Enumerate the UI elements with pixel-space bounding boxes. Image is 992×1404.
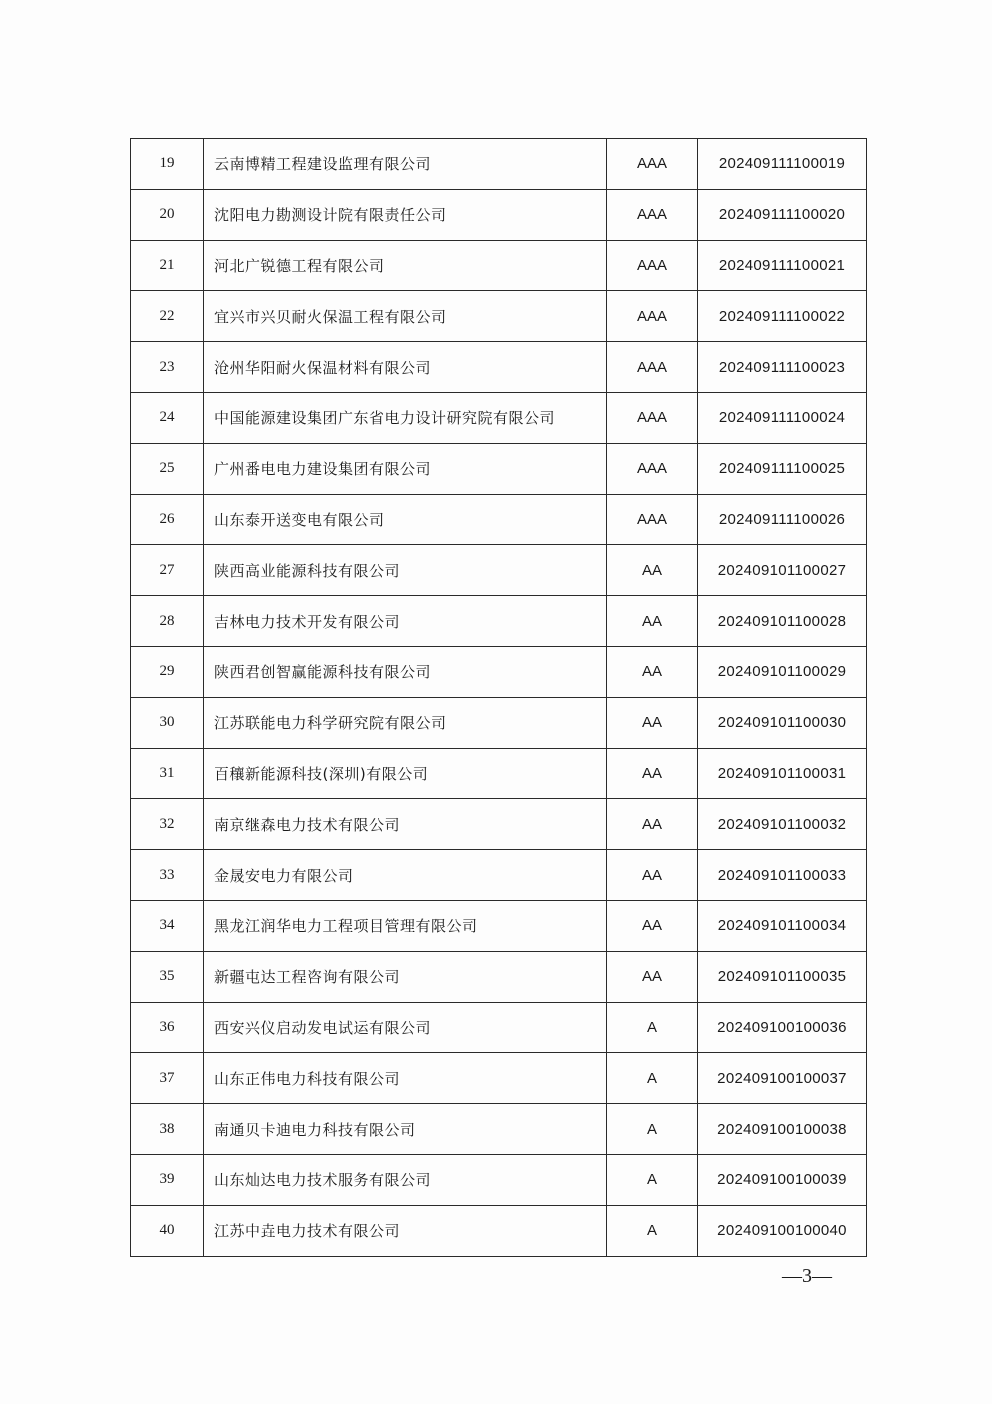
credit-grade: AA	[607, 748, 698, 799]
row-number: 40	[131, 1205, 204, 1256]
certificate-code: 202409101100035	[698, 951, 867, 1002]
company-name: 广州番电电力建设集团有限公司	[204, 443, 607, 494]
company-name: 中国能源建设集团广东省电力设计研究院有限公司	[204, 392, 607, 443]
row-number: 29	[131, 646, 204, 697]
certificate-code: 202409101100028	[698, 596, 867, 647]
certificate-code: 202409101100032	[698, 799, 867, 850]
row-number: 34	[131, 900, 204, 951]
credit-grade: AAA	[607, 443, 698, 494]
table-row	[131, 646, 867, 697]
table-row	[131, 443, 867, 494]
credit-grade: A	[607, 1104, 698, 1155]
certificate-code: 202409100100040	[698, 1205, 867, 1256]
row-number: 37	[131, 1053, 204, 1104]
table-row	[131, 291, 867, 342]
company-name: 南京继森电力技术有限公司	[204, 799, 607, 850]
company-name: 江苏联能电力科学研究院有限公司	[204, 697, 607, 748]
company-name: 山东灿达电力技术服务有限公司	[204, 1154, 607, 1205]
company-name: 陕西君创智赢能源科技有限公司	[204, 646, 607, 697]
company-name: 黑龙江润华电力工程项目管理有限公司	[204, 900, 607, 951]
certificate-code: 202409100100037	[698, 1053, 867, 1104]
company-name: 南通贝卡迪电力科技有限公司	[204, 1104, 607, 1155]
credit-grade: AAA	[607, 139, 698, 190]
credit-grade: AAA	[607, 240, 698, 291]
row-number: 23	[131, 342, 204, 393]
company-name: 山东泰开送变电有限公司	[204, 494, 607, 545]
company-name: 金晟安电力有限公司	[204, 850, 607, 901]
certificate-code: 202409111100025	[698, 443, 867, 494]
certificate-code: 202409111100022	[698, 291, 867, 342]
table-row	[131, 189, 867, 240]
credit-grade: AA	[607, 545, 698, 596]
company-name: 陕西高业能源科技有限公司	[204, 545, 607, 596]
table-row	[131, 850, 867, 901]
company-name: 河北广锐德工程有限公司	[204, 240, 607, 291]
certificate-code: 202409101100034	[698, 900, 867, 951]
table-row	[131, 596, 867, 647]
company-name: 江苏中垚电力技术有限公司	[204, 1205, 607, 1256]
table-row	[131, 1205, 867, 1256]
table-row	[131, 951, 867, 1002]
credit-rating-table	[130, 138, 867, 1257]
certificate-code: 202409111100026	[698, 494, 867, 545]
certificate-code: 202409101100033	[698, 850, 867, 901]
certificate-code: 202409101100027	[698, 545, 867, 596]
row-number: 39	[131, 1154, 204, 1205]
table-row	[131, 697, 867, 748]
credit-grade: AAA	[607, 392, 698, 443]
table-row	[131, 900, 867, 951]
credit-grade: AAA	[607, 291, 698, 342]
credit-grade: A	[607, 1053, 698, 1104]
table-row	[131, 1154, 867, 1205]
row-number: 38	[131, 1104, 204, 1155]
credit-grade: AA	[607, 951, 698, 1002]
table-row	[131, 545, 867, 596]
certificate-code: 202409101100030	[698, 697, 867, 748]
company-name: 云南博精工程建设监理有限公司	[204, 139, 607, 190]
row-number: 32	[131, 799, 204, 850]
table-row	[131, 494, 867, 545]
company-name: 百穰新能源科技(深圳)有限公司	[204, 748, 607, 799]
company-name: 山东正伟电力科技有限公司	[204, 1053, 607, 1104]
row-number: 26	[131, 494, 204, 545]
credit-grade: AAA	[607, 342, 698, 393]
certificate-code: 202409111100019	[698, 139, 867, 190]
credit-grade: AA	[607, 850, 698, 901]
table-row	[131, 1104, 867, 1155]
table-row	[131, 799, 867, 850]
table-row	[131, 342, 867, 393]
certificate-code: 202409111100021	[698, 240, 867, 291]
table-row	[131, 392, 867, 443]
credit-grade: AA	[607, 900, 698, 951]
row-number: 19	[131, 139, 204, 190]
page-number: —3—	[782, 1265, 832, 1287]
row-number: 25	[131, 443, 204, 494]
company-name: 宜兴市兴贝耐火保温工程有限公司	[204, 291, 607, 342]
table-body	[131, 139, 867, 1257]
row-number: 21	[131, 240, 204, 291]
credit-grade: AA	[607, 799, 698, 850]
credit-grade: AAA	[607, 494, 698, 545]
company-name: 西安兴仪启动发电试运有限公司	[204, 1002, 607, 1053]
row-number: 28	[131, 596, 204, 647]
company-name: 新疆屯达工程咨询有限公司	[204, 951, 607, 1002]
credit-grade: AAA	[607, 189, 698, 240]
certificate-code: 202409100100039	[698, 1154, 867, 1205]
table-row	[131, 1002, 867, 1053]
certificate-code: 202409101100031	[698, 748, 867, 799]
row-number: 33	[131, 850, 204, 901]
table-row	[131, 748, 867, 799]
table-row	[131, 240, 867, 291]
row-number: 31	[131, 748, 204, 799]
credit-grade: A	[607, 1205, 698, 1256]
certificate-code: 202409101100029	[698, 646, 867, 697]
row-number: 24	[131, 392, 204, 443]
row-number: 30	[131, 697, 204, 748]
certificate-code: 202409111100020	[698, 189, 867, 240]
company-name: 吉林电力技术开发有限公司	[204, 596, 607, 647]
table-row	[131, 1053, 867, 1104]
credit-grade: AA	[607, 646, 698, 697]
certificate-code: 202409111100023	[698, 342, 867, 393]
table-row	[131, 139, 867, 190]
row-number: 20	[131, 189, 204, 240]
company-name: 沈阳电力勘测设计院有限责任公司	[204, 189, 607, 240]
row-number: 22	[131, 291, 204, 342]
certificate-code: 202409100100036	[698, 1002, 867, 1053]
company-name: 沧州华阳耐火保温材料有限公司	[204, 342, 607, 393]
credit-grade: A	[607, 1154, 698, 1205]
row-number: 36	[131, 1002, 204, 1053]
row-number: 27	[131, 545, 204, 596]
credit-grade: AA	[607, 596, 698, 647]
certificate-code: 202409111100024	[698, 392, 867, 443]
credit-grade: AA	[607, 697, 698, 748]
row-number: 35	[131, 951, 204, 1002]
credit-grade: A	[607, 1002, 698, 1053]
certificate-code: 202409100100038	[698, 1104, 867, 1155]
